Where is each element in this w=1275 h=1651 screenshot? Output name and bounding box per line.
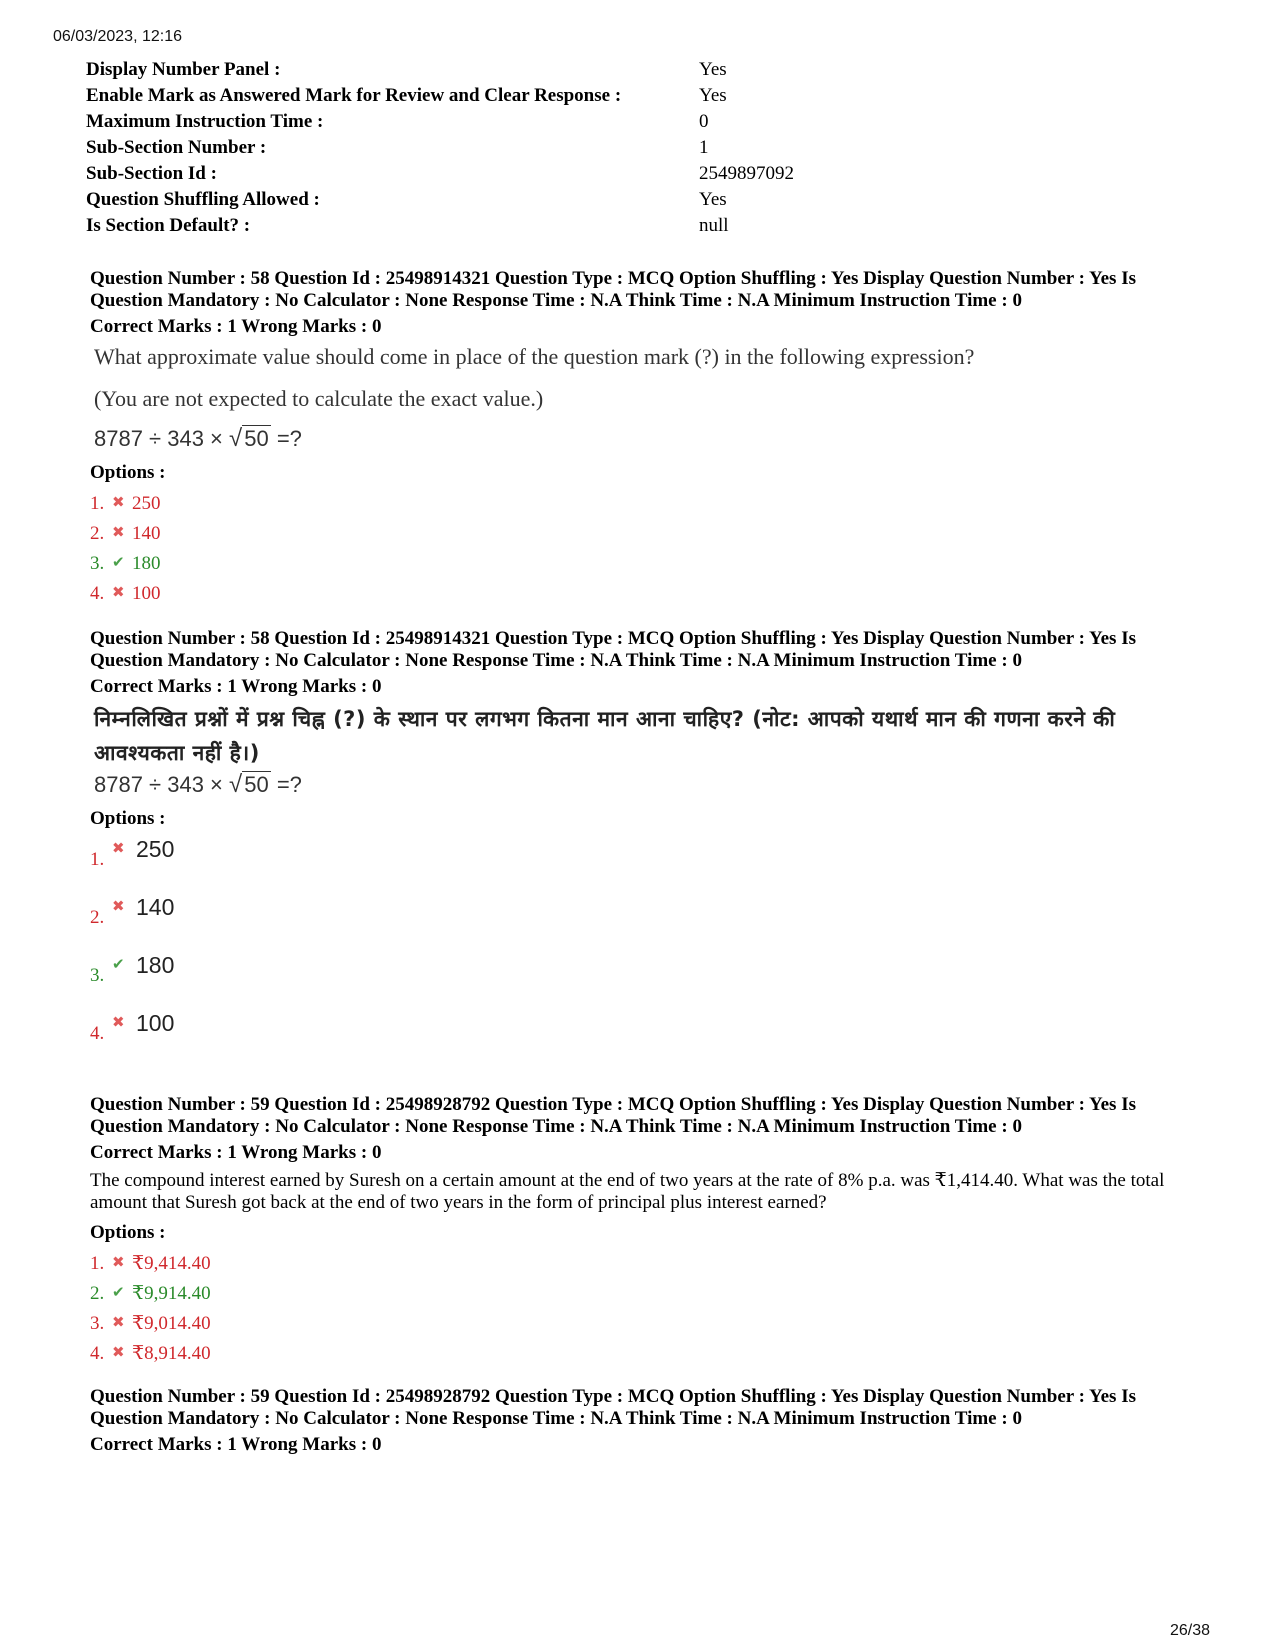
question-block <box>90 628 1180 1066</box>
option-text: 180 <box>132 553 161 574</box>
question-meta-line: Question Mandatory : No Calculator : None Response Time : N.A Think Time : N.A Minimum Instruction Time : 0 <box>90 1116 1022 1137</box>
info-row <box>86 56 986 83</box>
info-value: Yes <box>699 85 727 106</box>
question-meta-line: Question Number : 59 Question Id : 25498928792 Question Type : MCQ Option Shuffling : Yes Display Question Number : Yes Is <box>90 1386 1136 1407</box>
option-item <box>90 548 1180 578</box>
cross-icon: ✖ <box>112 583 125 601</box>
option-item <box>90 488 1180 518</box>
cross-icon: ✖ <box>112 839 125 857</box>
cross-icon: ✖ <box>112 1253 125 1271</box>
option-number: 1. <box>90 493 105 514</box>
option-text: 180 <box>136 952 175 978</box>
question-meta-line: Question Number : 58 Question Id : 25498914321 Question Type : MCQ Option Shuffling : Yes Display Question Number : Yes Is <box>90 628 1136 649</box>
info-row <box>86 212 986 239</box>
info-value: 1 <box>699 137 709 158</box>
question-meta-line: Question Mandatory : No Calculator : None Response Time : N.A Think Time : N.A Minimum Instruction Time : 0 <box>90 290 1022 311</box>
option-number: 2. <box>90 907 105 928</box>
question-block <box>90 268 1180 608</box>
option-item <box>90 1338 1180 1368</box>
question-text-hindi: निम्नलिखित प्रश्नों में प्रश्न चिह्न (?) के स्थान पर लगभग कितना मान आना चाहिए? (नोट: आपको यथार्थ मान की गणना करने की आवश्यकता नहीं है।) <box>94 707 1116 765</box>
sqrt-symbol: √50 <box>229 425 269 452</box>
question-meta-line: Question Mandatory : No Calculator : None Response Time : N.A Think Time : N.A Minimum Instruction Time : 0 <box>90 1408 1022 1429</box>
info-label: Enable Mark as Answered Mark for Review and Clear Response : <box>86 85 622 106</box>
options-list <box>90 1248 1180 1368</box>
option-text: 140 <box>136 894 175 920</box>
question-text-line: What approximate value should come in place of the question mark (?) in the following expression? <box>94 344 975 369</box>
option-text: 140 <box>132 523 161 544</box>
question-meta-line: Question Number : 58 Question Id : 25498914321 Question Type : MCQ Option Shuffling : Yes Display Question Number : Yes Is <box>90 268 1136 289</box>
option-item <box>90 578 1180 608</box>
info-label: Display Number Panel : <box>86 59 281 80</box>
sqrt-symbol: √50 <box>229 771 269 798</box>
question-meta <box>90 1386 1180 1430</box>
option-number: 2. <box>90 1283 105 1304</box>
question-meta-line: Question Mandatory : No Calculator : None Response Time : N.A Think Time : N.A Minimum Instruction Time : 0 <box>90 650 1022 671</box>
option-text: ₹9,014.40 <box>132 1313 211 1334</box>
cross-icon: ✖ <box>112 897 125 915</box>
option-item <box>90 950 1180 1008</box>
question-text <box>94 342 1180 414</box>
option-number: 3. <box>90 1313 105 1334</box>
option-text: ₹8,914.40 <box>132 1343 211 1364</box>
radicand: 50 <box>244 426 269 451</box>
question-block <box>90 1386 1180 1456</box>
question-text-note: (You are not expected to calculate the exact value.) <box>94 386 544 411</box>
info-row <box>86 134 986 161</box>
cross-icon: ✖ <box>112 1013 125 1031</box>
info-row <box>86 82 986 109</box>
math-expression <box>94 424 1180 454</box>
question-text: The compound interest earned by Suresh on a certain amount at the end of two years at the rate of 8% p.a. was ₹1,414.40. What was the total amount that Suresh got back at the end of two years in the form of principal plus interest earned? <box>90 1170 1165 1213</box>
info-row <box>86 186 986 213</box>
cross-icon: ✖ <box>112 1343 125 1361</box>
option-number: 2. <box>90 523 105 544</box>
radicand: 50 <box>244 772 269 797</box>
info-label: Sub-Section Id : <box>86 163 217 184</box>
info-label: Sub-Section Number : <box>86 137 267 158</box>
option-item <box>90 1248 1180 1278</box>
option-text: 100 <box>136 1010 175 1036</box>
page-number: 26/38 <box>1170 1622 1211 1639</box>
info-value: null <box>699 215 729 236</box>
info-row <box>86 108 986 135</box>
cross-icon: ✖ <box>112 493 125 511</box>
question-meta-line: Question Number : 59 Question Id : 25498928792 Question Type : MCQ Option Shuffling : Yes Display Question Number : Yes Is <box>90 1094 1136 1115</box>
option-item <box>90 834 1180 892</box>
options-label: Options : <box>90 808 166 829</box>
option-text: 100 <box>132 583 161 604</box>
info-value: Yes <box>699 189 727 210</box>
expr-left: 8787 ÷ 343 × <box>94 426 223 451</box>
question-block <box>90 1094 1180 1368</box>
option-item <box>90 892 1180 950</box>
options-list <box>90 834 1180 1066</box>
math-expression <box>94 770 1180 800</box>
option-number: 3. <box>90 965 105 986</box>
option-number: 4. <box>90 583 105 604</box>
expr-right: =? <box>276 426 302 451</box>
options-label: Options : <box>90 1222 166 1243</box>
question-meta <box>90 1094 1180 1138</box>
option-text: 250 <box>136 836 175 862</box>
check-icon: ✔ <box>112 1283 125 1301</box>
option-item <box>90 1278 1180 1308</box>
question-marks: Correct Marks : 1 Wrong Marks : 0 <box>90 1434 382 1455</box>
info-label: Is Section Default? : <box>86 215 251 236</box>
cross-icon: ✖ <box>112 1313 125 1331</box>
option-text: 250 <box>132 493 161 514</box>
info-row <box>86 160 986 187</box>
question-meta <box>90 628 1180 672</box>
info-label: Maximum Instruction Time : <box>86 111 324 132</box>
option-number: 1. <box>90 1253 105 1274</box>
option-item <box>90 1008 1180 1066</box>
check-icon: ✔ <box>112 553 125 571</box>
print-datetime: 06/03/2023, 12:16 <box>53 28 183 45</box>
option-number: 4. <box>90 1343 105 1364</box>
info-value: 0 <box>699 111 709 132</box>
option-item <box>90 518 1180 548</box>
option-text: ₹9,914.40 <box>132 1283 211 1304</box>
question-marks: Correct Marks : 1 Wrong Marks : 0 <box>90 676 382 697</box>
cross-icon: ✖ <box>112 523 125 541</box>
info-value: Yes <box>699 59 727 80</box>
check-icon: ✔ <box>112 955 125 973</box>
option-item <box>90 1308 1180 1338</box>
option-number: 3. <box>90 553 105 574</box>
expr-right: =? <box>276 772 302 797</box>
question-meta <box>90 268 1180 312</box>
option-number: 1. <box>90 849 105 870</box>
options-label: Options : <box>90 462 166 483</box>
option-number: 4. <box>90 1023 105 1044</box>
expr-left: 8787 ÷ 343 × <box>94 772 223 797</box>
options-list <box>90 488 1180 608</box>
question-marks: Correct Marks : 1 Wrong Marks : 0 <box>90 1142 382 1163</box>
info-value: 2549897092 <box>699 163 794 184</box>
option-text: ₹9,414.40 <box>132 1253 211 1274</box>
question-marks: Correct Marks : 1 Wrong Marks : 0 <box>90 316 382 337</box>
info-label: Question Shuffling Allowed : <box>86 189 320 210</box>
